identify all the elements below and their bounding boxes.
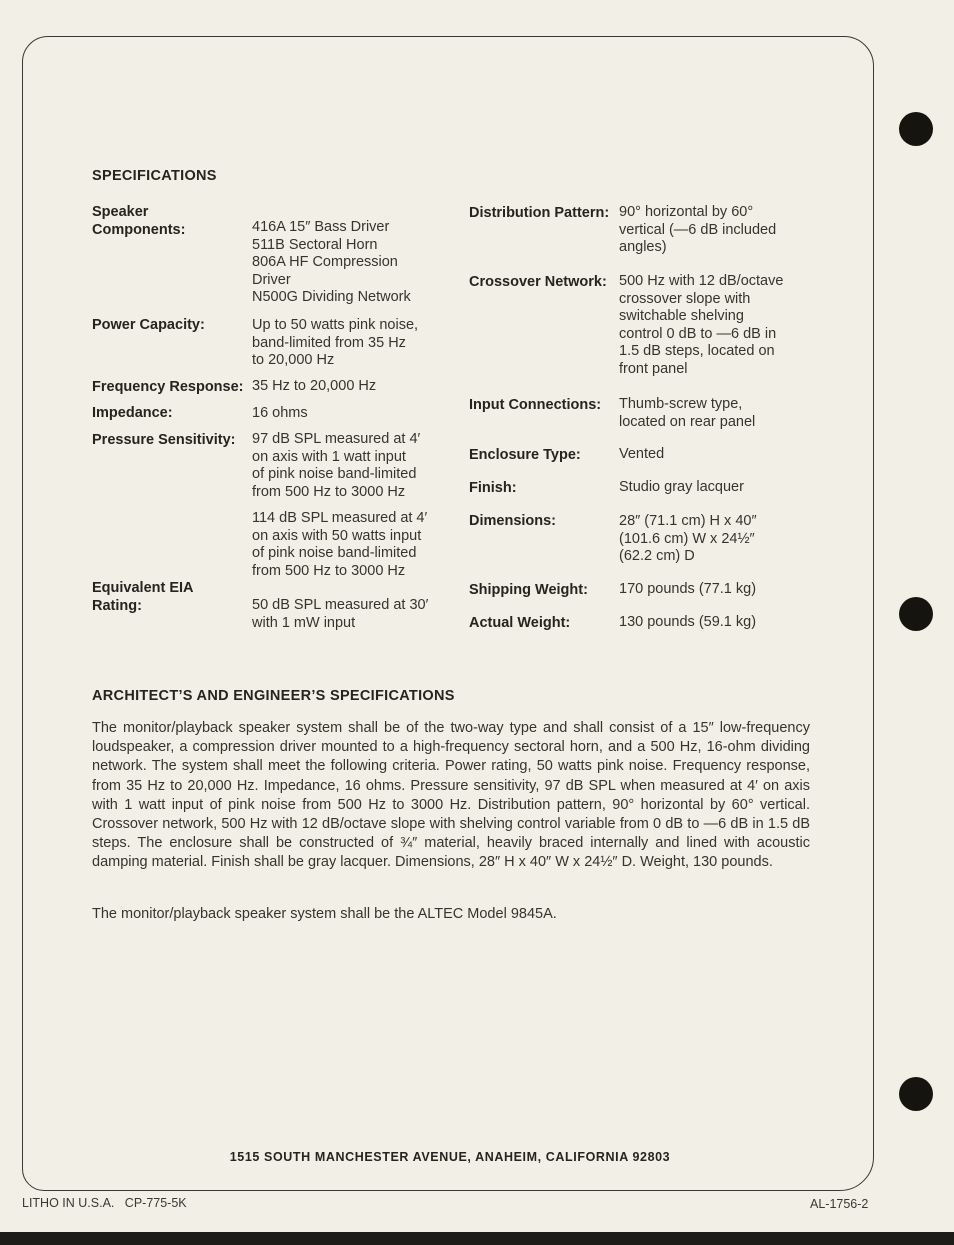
equivalent-eia-rating-value: 50 dB SPL measured at 30′ with 1 mW input: [252, 597, 429, 631]
scan-edge-band: [0, 1232, 954, 1245]
enclosure-type-label: Enclosure Type:: [469, 447, 581, 463]
dimensions-label: Dimensions:: [469, 513, 557, 529]
input-connections-label: Input Connections:: [469, 397, 602, 413]
equivalent-eia-rating-label: Equivalent EIA Rating:: [92, 580, 194, 614]
pressure-sensitivity-value-2: 114 dB SPL measured at 4′ on axis with 50 watts input of pink noise band-limited from 500 Hz to 3000 Hz: [252, 510, 428, 579]
frequency-response-value: 35 Hz to 20,000 Hz: [252, 378, 377, 394]
ae-specification-paragraph: The monitor/playback speaker system shall be of the two-way type and shall consist of a 15″ low-frequency loudspeaker, a compression driver mounted to a high-frequency sectoral horn, and a 500 Hz, 16-ohm dividing network. The system shall meet the following criteria. Power rating, 50 watts pink noise. Frequency response, from 35 Hz to 20,000 Hz. Impedance, 16 ohms. Pressure sensitivity, 97 dB SPL when measured at 4′ on axis with 1 watt input of pink noise from 500 Hz to 3000 Hz. Distribution pattern, 90° horizontal by 60° vertical. Crossover network, 500 Hz with 12 dB/octave slope with shelving control variable from 0 dB to —6 dB in 1.5 dB steps. The enclosure shall be constructed of ¾″ material, heavily braced internally and lined with acoustic damping material. Finish shall be gray lacquer. Dimensions, 28″ H x 40″ W x 24½″ D. Weight, 130 pounds.: [92, 720, 810, 871]
document-code: AL-1756-2: [810, 1197, 869, 1211]
impedance-value: 16 ohms: [252, 405, 308, 421]
distribution-pattern-value: 90° horizontal by 60° vertical (—6 dB included angles): [619, 204, 777, 255]
distribution-pattern-label: Distribution Pattern:: [469, 205, 610, 221]
actual-weight-label: Actual Weight:: [469, 615, 571, 631]
shipping-weight-label: Shipping Weight:: [469, 582, 588, 598]
power-capacity-value: Up to 50 watts pink noise, band-limited from 35 Hz to 20,000 Hz: [252, 317, 419, 368]
specifications-heading: SPECIFICATIONS: [92, 168, 217, 184]
impedance-label: Impedance:: [92, 405, 173, 421]
input-connections-value: Thumb-screw type, located on rear panel: [619, 396, 756, 430]
frequency-response-label: Frequency Response:: [92, 379, 244, 395]
ae-specifications-heading: ARCHITECT’S AND ENGINEER’S SPECIFICATIONS: [92, 688, 455, 704]
actual-weight-value: 130 pounds (59.1 kg): [619, 614, 757, 630]
crossover-network-value: 500 Hz with 12 dB/octave crossover slope with switchable shelving control 0 dB to —6 dB in 1.5 dB steps, located on front panel: [619, 273, 784, 377]
power-capacity-label: Power Capacity:: [92, 317, 205, 333]
speaker-components-label: Speaker Components:: [92, 204, 186, 238]
finish-label: Finish:: [469, 480, 517, 496]
dimensions-value: 28″ (71.1 cm) H x 40″ (101.6 cm) W x 24½″ (62.2 cm) D: [619, 513, 757, 564]
pressure-sensitivity-value-1: 97 dB SPL measured at 4′ on axis with 1 watt input of pink noise band-limited from 500 Hz to 3000 Hz: [252, 431, 421, 500]
shipping-weight-value: 170 pounds (77.1 kg): [619, 581, 757, 597]
binder-hole-bottom: [899, 1077, 933, 1111]
company-address: 1515 SOUTH MANCHESTER AVENUE, ANAHEIM, CALIFORNIA 92803: [229, 1150, 671, 1164]
finish-value: Studio gray lacquer: [619, 479, 744, 495]
ae-model-paragraph: The monitor/playback speaker system shall be the ALTEC Model 9845A.: [92, 906, 557, 922]
litho-print-code: LITHO IN U.S.A. CP-775-5K: [22, 1196, 187, 1210]
crossover-network-label: Crossover Network:: [469, 274, 607, 290]
binder-hole-top: [899, 112, 933, 146]
speaker-components-value: 416A 15″ Bass Driver 511B Sectoral Horn 806A HF Compression Driver N500G Dividing Network: [252, 219, 411, 305]
enclosure-type-value: Vented: [619, 446, 665, 462]
binder-hole-middle: [899, 597, 933, 631]
pressure-sensitivity-label: Pressure Sensitivity:: [92, 432, 236, 448]
